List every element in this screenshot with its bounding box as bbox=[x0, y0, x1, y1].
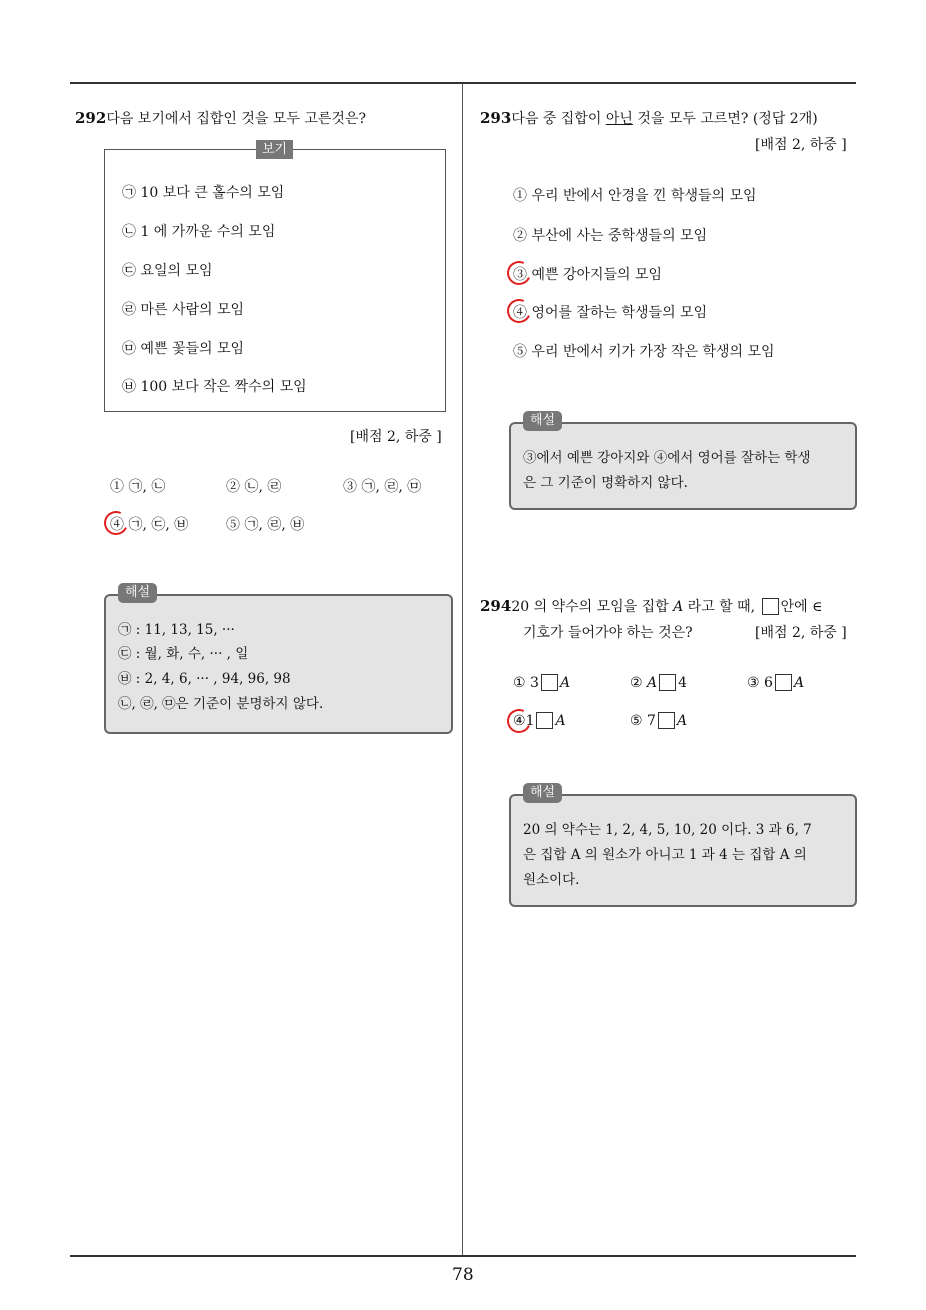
question-number: 292 bbox=[75, 109, 107, 127]
choice-left: A bbox=[647, 675, 658, 691]
solution-line: ③에서 예쁜 강아지와 ④에서 영어를 잘하는 학생 bbox=[523, 450, 811, 466]
example-item: ㉣ 마른 사람의 모임 bbox=[122, 302, 245, 318]
example-item: ㉠ 10 보다 큰 홀수의 모임 bbox=[122, 185, 285, 201]
solution-line: 은 집합 A 의 원소가 아니고 1 과 4 는 집합 A 의 bbox=[523, 847, 807, 863]
choice-right: 4 bbox=[678, 675, 688, 691]
score: [배점 2, 하중 ] bbox=[350, 429, 442, 445]
solution-line: 원소이다. bbox=[523, 872, 580, 888]
choice-right: A bbox=[555, 713, 566, 729]
choice-1[interactable]: ① 우리 반에서 안경을 낀 학생들의 모임 bbox=[513, 188, 757, 204]
blank-box bbox=[762, 598, 779, 615]
solution-line: ㉥ : 2, 4, 6, ··· , 94, 96, 98 bbox=[118, 671, 291, 687]
choice-2[interactable]: ② ㉡, ㉣ bbox=[226, 479, 282, 495]
answer-circle-mark bbox=[504, 706, 535, 737]
solution-box bbox=[104, 585, 453, 734]
score: [배점 2, 하중 ] bbox=[755, 137, 847, 153]
choice-right: A bbox=[559, 675, 571, 691]
question-text: 다음 보기에서 집합인 것을 모두 고른것은? bbox=[106, 111, 366, 127]
question-text: 라고 할 때, bbox=[683, 599, 760, 615]
blank-box bbox=[775, 674, 792, 691]
question-number: 294 bbox=[480, 597, 512, 615]
solution-line: ㉡, ㉣, ㉤은 기준이 분명하지 않다. bbox=[118, 696, 324, 712]
example-item: ㉥ 100 보다 작은 짝수의 모임 bbox=[122, 379, 307, 395]
choice-number: ③ bbox=[747, 675, 760, 691]
question-text-line2: 기호가 들어가야 하는 것은? bbox=[523, 625, 693, 641]
blank-box bbox=[536, 712, 553, 729]
choice-number: ① bbox=[513, 675, 526, 691]
example-item: ㉤ 예쁜 꽃들의 모임 bbox=[122, 341, 245, 357]
solution-label: 해설 bbox=[523, 411, 562, 431]
choice-4[interactable]: ④ 영어를 잘하는 학생들의 모임 bbox=[513, 305, 708, 321]
question-text-emphasis: 아닌 bbox=[605, 111, 633, 127]
score: [배점 2, 하중 ] bbox=[755, 625, 847, 641]
question-text: 20 의 약수의 모임을 집합 bbox=[511, 599, 674, 615]
choice-left: 6 bbox=[764, 675, 773, 691]
blank-box bbox=[658, 712, 675, 729]
solution-label: 해설 bbox=[118, 583, 157, 603]
question-text: 것을 모두 고르면? (정답 2개) bbox=[632, 111, 818, 127]
bottom-rule bbox=[70, 1255, 856, 1257]
choice-3[interactable]: ③ ㉠, ㉣, ㉤ bbox=[343, 479, 422, 495]
solution-box bbox=[509, 413, 857, 510]
solution-line: 20 의 약수는 1, 2, 4, 5, 10, 20 이다. 3 과 6, 7 bbox=[523, 822, 812, 838]
solution-line: ㉠ : 11, 13, 15, ··· bbox=[118, 622, 235, 638]
choice-5[interactable]: ⑤ 우리 반에서 키가 가장 작은 학생의 모임 bbox=[513, 344, 775, 360]
choice-2[interactable] bbox=[630, 674, 687, 691]
set-variable: A bbox=[673, 599, 684, 615]
choice-3[interactable]: ③ 예쁜 강아지들의 모임 bbox=[513, 267, 663, 283]
example-item: ㉡ 1 에 가까운 수의 모임 bbox=[122, 224, 276, 240]
choice-1[interactable] bbox=[513, 674, 570, 691]
choice-3[interactable] bbox=[747, 674, 804, 691]
choice-1[interactable]: ① ㉠, ㉡ bbox=[110, 479, 166, 495]
question-number: 293 bbox=[480, 109, 512, 127]
choice-number: ② bbox=[630, 675, 643, 691]
choice-right: A bbox=[676, 713, 688, 729]
choice-5[interactable] bbox=[630, 712, 687, 729]
example-box-label: 보기 bbox=[256, 140, 293, 159]
question-292-stem bbox=[75, 108, 366, 128]
example-item: ㉢ 요일의 모임 bbox=[122, 263, 213, 279]
top-rule bbox=[70, 82, 856, 84]
page-number: 78 bbox=[452, 1265, 474, 1285]
solution-line: 은 그 기준이 명확하지 않다. bbox=[523, 475, 688, 491]
blank-box bbox=[659, 674, 676, 691]
choice-right: A bbox=[793, 675, 805, 691]
solution-box bbox=[509, 785, 857, 907]
question-text: 안에 ∈ bbox=[780, 599, 823, 615]
blank-box bbox=[541, 674, 558, 691]
choice-left: 7 bbox=[647, 713, 656, 729]
question-294-stem bbox=[480, 596, 822, 616]
choice-2[interactable]: ② 부산에 사는 중학생들의 모임 bbox=[513, 228, 708, 244]
choice-number: ⑤ bbox=[630, 713, 643, 729]
choice-4[interactable]: ④ ㉠, ㉢, ㉥ bbox=[110, 517, 189, 533]
choice-5[interactable]: ⑤ ㉠, ㉣, ㉥ bbox=[226, 517, 305, 533]
choice-left: 3 bbox=[530, 675, 539, 691]
solution-line: ㉢ : 월, 화, 수, ··· , 일 bbox=[118, 646, 249, 662]
choice-left: 1 bbox=[525, 713, 535, 729]
question-293-stem bbox=[480, 108, 818, 128]
column-divider bbox=[462, 84, 463, 1256]
question-text: 다음 중 집합이 bbox=[511, 111, 606, 127]
choice-number: ④ bbox=[513, 713, 526, 729]
solution-label: 해설 bbox=[523, 783, 562, 803]
